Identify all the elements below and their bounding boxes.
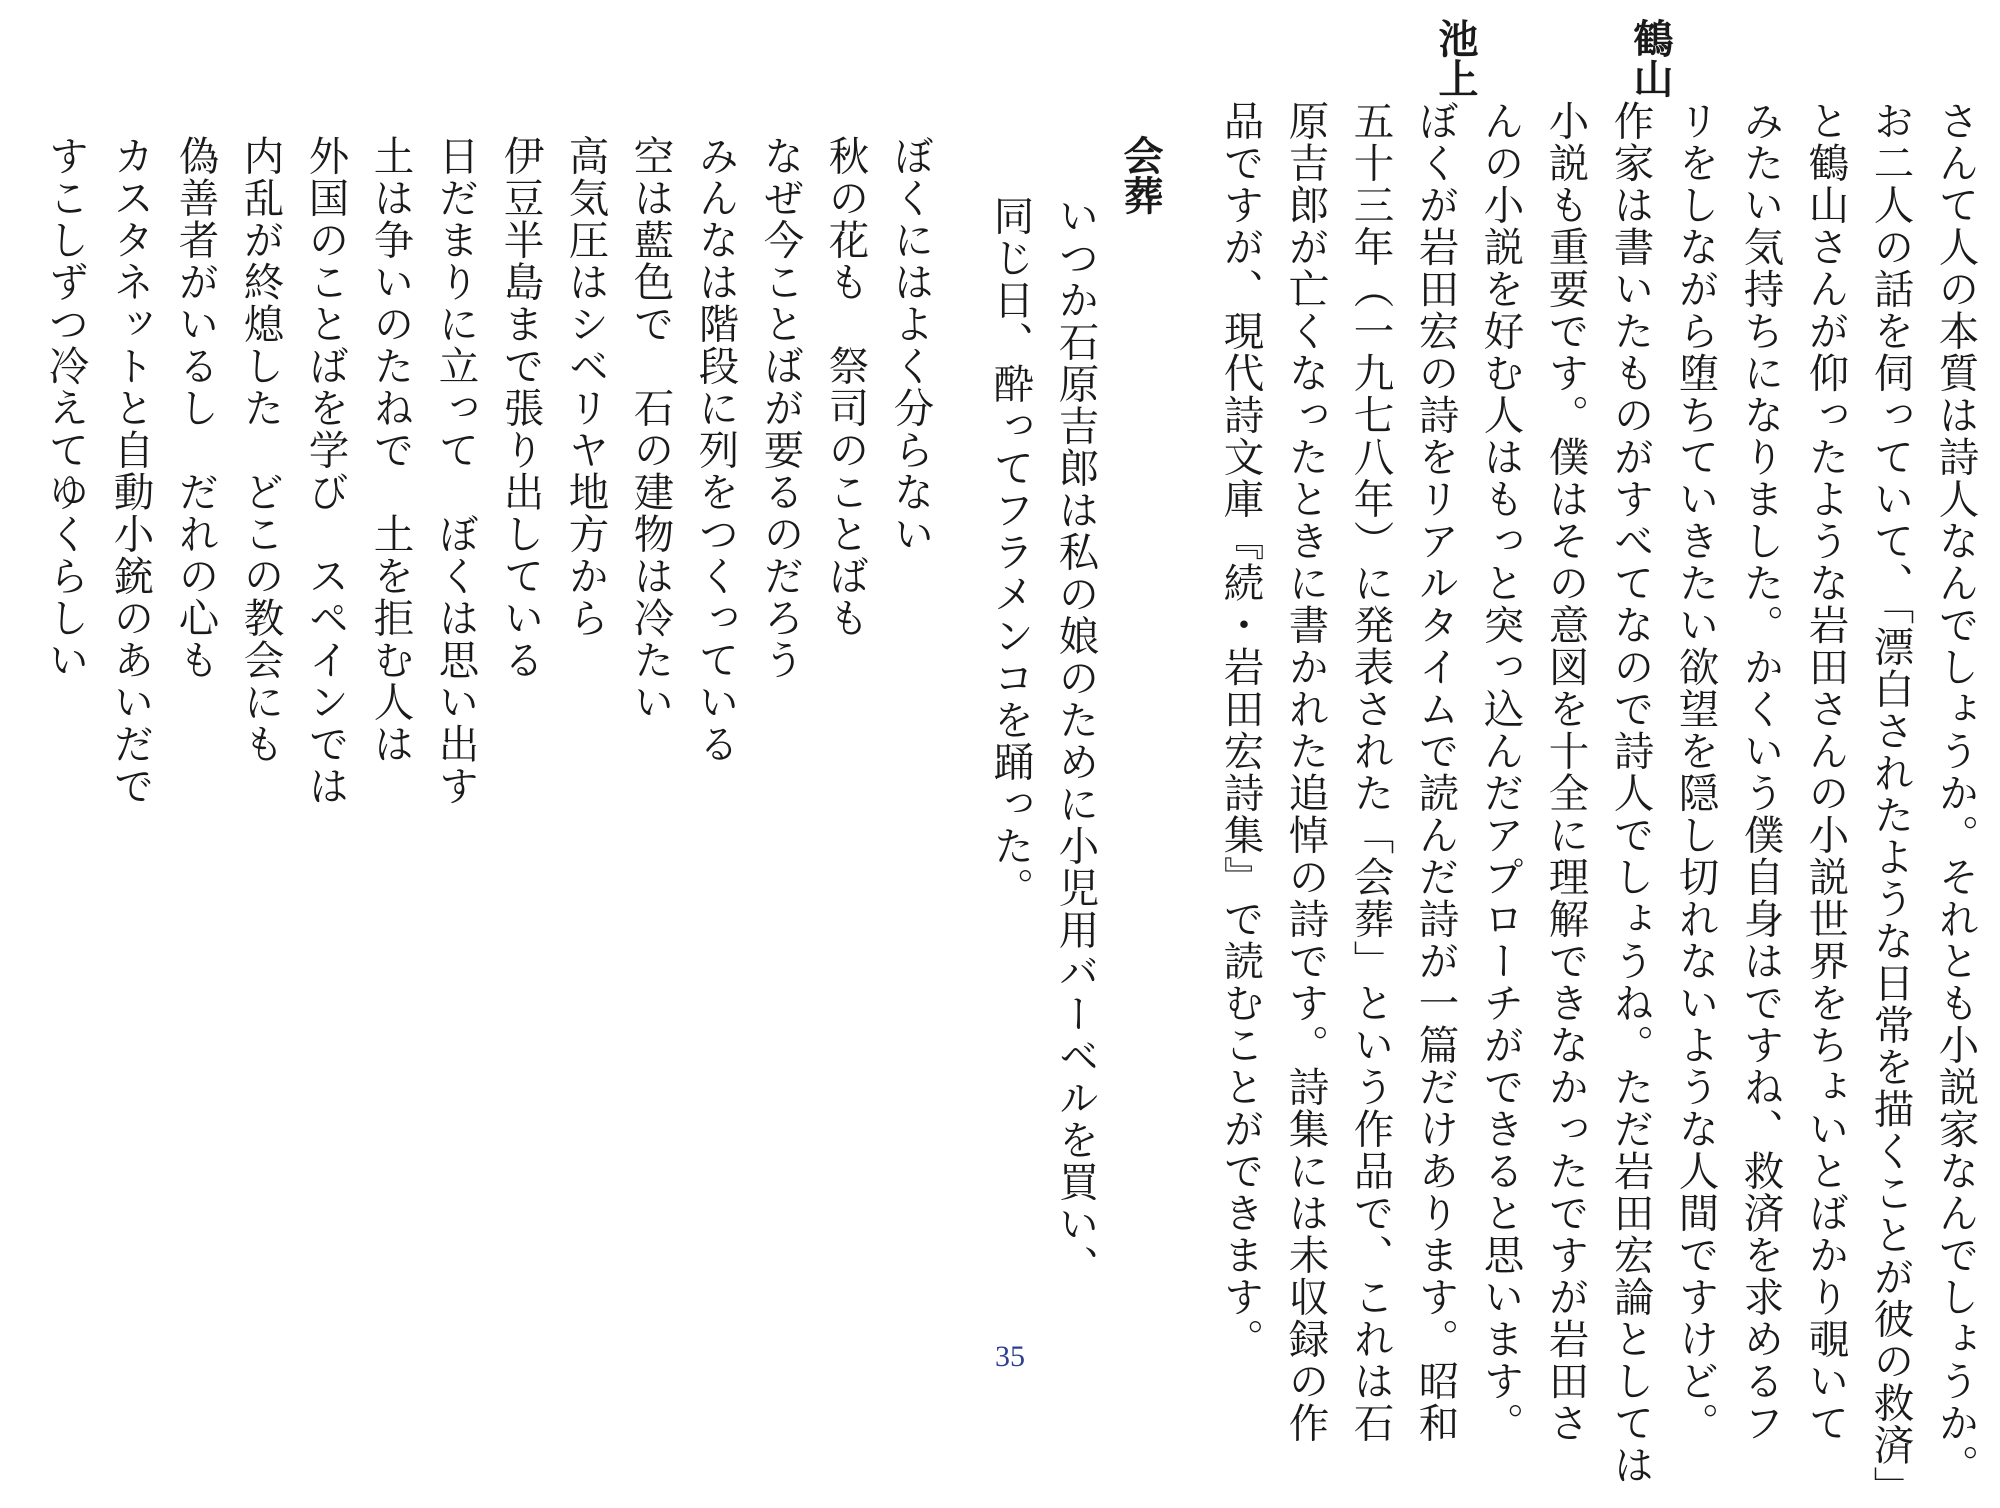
poem-line: 秋の花も 祭司のことばも	[821, 135, 870, 639]
poem-line: 日だまりに立って ぼくは思い出す	[431, 135, 480, 807]
poem-line: カスタネットと自動小銃のあいだで	[106, 135, 155, 807]
dialogue-line: さんて人の本質は詩人なんでしょうか。それとも小説家なんでしょうか。	[1931, 100, 1980, 1486]
poem-line: 内乱が終熄した どこの教会にも	[236, 135, 285, 765]
dialogue-line: んの小説を好む人はもっと突っ込んだアプローチができると思います。	[1476, 100, 1525, 1444]
dialogue-line: 作家は書いたものがすべてなので詩人でしょうね。ただ岩田宏論としては	[1606, 100, 1655, 1486]
poem-line: 土は争いのたねで 土を拒む人は	[366, 135, 415, 765]
poem-line: みんなは階段に列をつくっている	[691, 135, 740, 765]
poem-line: 高気圧はシベリヤ地方から	[561, 135, 610, 639]
dialogue-line: と鶴山さんが仰ったような岩田さんの小説世界をちょいとばかり覗いて	[1801, 100, 1850, 1444]
poem-line: なぜ今ことばが要るのだろう	[756, 135, 805, 681]
poem-epigraph-line: 同じ日、酔ってフラメンコを踊った。	[986, 195, 1035, 909]
dialogue-line: 品ですが、現代詩文庫『続・岩田宏詩集』で読むことができます。	[1216, 100, 1265, 1360]
poem-line: ぼくにはよく分らない	[886, 135, 935, 555]
poem-line: 偽善者がいるし だれの心も	[171, 135, 220, 681]
dialogue-line: 五十三年（一九七八年）に発表された「会葬」という作品で、これは石	[1346, 100, 1395, 1444]
poem-title: 会葬	[1117, 135, 1163, 215]
dialogue-line: ぼくが岩田宏の詩をリアルタイムで読んだ詩が一篇だけあります。昭和	[1411, 100, 1460, 1444]
speaker-label-ikegami: 池上	[1432, 18, 1478, 98]
dialogue-line: 原吉郎が亡くなったときに書かれた追悼の詩です。詩集には未収録の作	[1281, 100, 1330, 1444]
poem-line: 伊豆半島まで張り出している	[496, 135, 545, 681]
dialogue-line: お二人の話を伺っていて、「漂白されたような日常を描くことが彼の救済」	[1866, 100, 1915, 1508]
dialogue-line: みたい気持ちになりました。かくいう僕自身はですね、救済を求めるフ	[1736, 100, 1785, 1444]
poem-line: 空は藍色で 石の建物は冷たい	[626, 135, 675, 723]
page-number: 35	[995, 1340, 1025, 1373]
speaker-label-tsuruyama: 鶴山	[1627, 18, 1673, 98]
dialogue-line: リをしながら堕ちていきたい欲望を隠し切れないような人間ですけど。	[1671, 100, 1720, 1444]
poem-epigraph-line: いつか石原吉郎は私の娘のために小児用バーベルを買い、	[1051, 195, 1100, 1287]
dialogue-line: 小説も重要です。僕はその意図を十全に理解できなかったですが岩田さ	[1541, 100, 1590, 1444]
poem-line: すこしずつ冷えてゆくらしい	[41, 135, 90, 681]
poem-line: 外国のことばを学び スペインでは	[301, 135, 350, 807]
